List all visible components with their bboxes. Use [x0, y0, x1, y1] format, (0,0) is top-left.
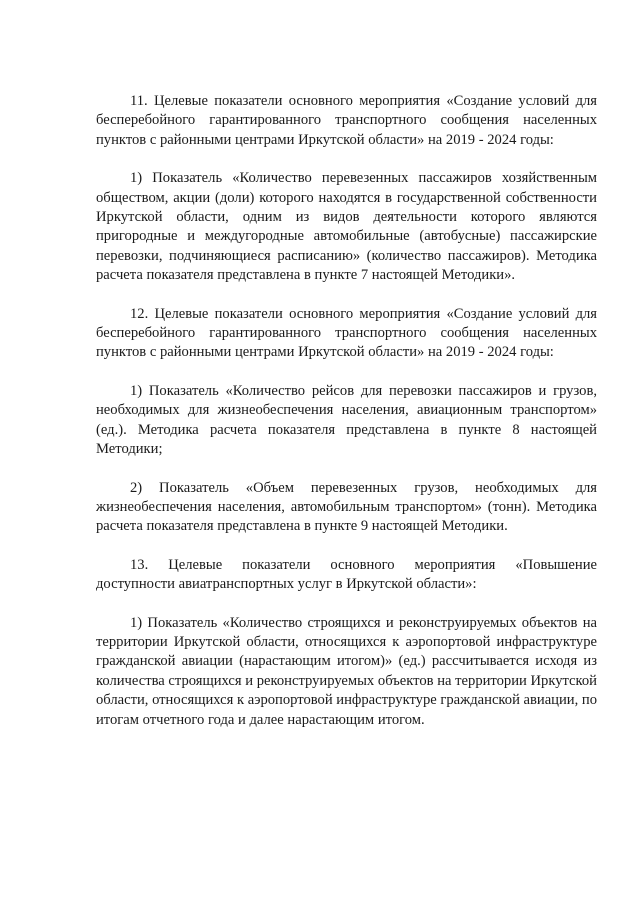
paragraph-section-13-heading: 13. Целевые показатели основного мероприятия «Повышение доступности авиатранспортных услуг в Иркутской области»: — [96, 556, 597, 593]
paragraph-section-12-item-1: 1) Показатель «Количество рейсов для перевозки пассажиров и грузов, необходимых для жизнеобеспечения населения, авиационным транспортом» (ед.). Методика расчета показателя представлена в пункте 8 настоящей Методики; — [96, 382, 597, 458]
paragraph-section-11-item-1: 1) Показатель «Количество перевезенных пассажиров хозяйственным обществом, акции (доли) которого находятся в государственной собственности Иркутской области, одним из видов деятельности которого являются пригородные и междугородные автомобильные (автобусные) пассажирские перевозки, подчиняющиеся расписанию» (количество пассажиров). Методика расчета показателя представлена в пункте 7 настоящей Методики». — [96, 170, 597, 284]
paragraph-section-11-heading: 11. Целевые показатели основного мероприятия «Создание условий для бесперебойного гарантированного транспортного сообщения населенных пунктов с районными центрами Иркутской области» на 2019 - 2024 годы: — [96, 93, 597, 148]
paragraph-section-13-item-1: 1) Показатель «Количество строящихся и реконструируемых объектов на территории Иркутской области, относящихся к аэропортовой инфраструктуре гражданской авиации (нарастающим итогом)» (ед.) рассчитывается исходя из количества строящихся и реконструируемых объектов на территории Иркутской области, относящихся к аэропортовой инфраструктуре гражданской авиации, по итогам отчетного года и далее нарастающим итогом. — [96, 614, 598, 728]
paragraph-section-12-heading: 12. Целевые показатели основного мероприятия «Создание условий для бесперебойного гарантированного транспортного сообщения населенных пунктов с районными центрами Иркутской области» на 2019 - 2024 годы: — [96, 305, 597, 361]
paragraph-section-12-item-2: 2) Показатель «Объем перевезенных грузов, необходимых для жизнеобеспечения населения, автомобильным транспортом» (тонн). Методика расчета показателя представлена в пункте 9 настоящей Методики. — [96, 479, 597, 535]
document-body — [96, 92, 597, 749]
